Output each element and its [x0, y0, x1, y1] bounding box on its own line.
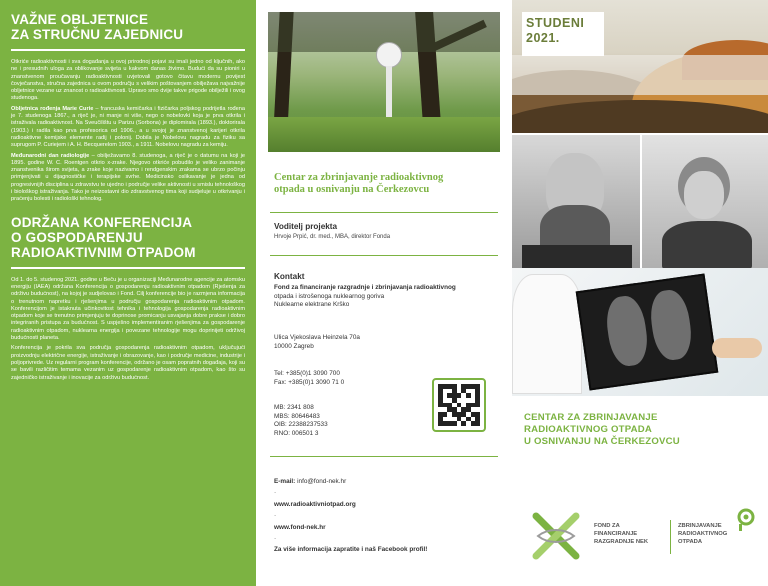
paragraph: Otkriće radioaktivnosti i sva događanja u ovoj prirodnoj pojavi su imali jedno od ključnih, ako ne i presudnih uloga za oblikovanje svijeta u kakvom danas živimo. Budući da su pioniri u znanstvenom proučavanju radioaktivnosti uvjetovali gotovo čitavu modernu povijest čovječanstva, stručna zajednica u ovom području s velikim poštovanjem obilježava najvažnije obljetnice vezane uz znanost o radioaktivnosti. Upravo smo dvije takve prigode obilježili i ovog studenoga.	[11, 59, 245, 102]
fond-line: RAZGRADNJE NEK	[594, 539, 649, 545]
left-panel	[0, 0, 256, 586]
bullet: ·	[274, 489, 277, 497]
fond-nek-logo-icon	[528, 508, 584, 564]
divider	[270, 255, 498, 256]
right-panel	[512, 0, 768, 586]
center-line: RADIOAKTIVNOG	[678, 531, 728, 537]
divider	[11, 49, 245, 51]
measuring-station-icon	[376, 42, 402, 68]
bullet: ·	[274, 512, 277, 520]
month: STUDENI	[526, 16, 585, 30]
facebook-note[interactable]: Za više informacija zapratite i naš Facebook profil!	[274, 546, 428, 554]
paragraph: Konferencija je pokrila sva područja gospodarenja radioaktivnim otpadom, uključujući proizvodnju električne energije, istraživanje i obrazovanje, kao i područje medicine, industrije i poljoprivrede. Uz regularni program konferencije, održano je osam popratnih događaja, koji su se bavili različitim temama vezanim uz gospodarenje radioaktivnim otpadom, kao što su zajedničko istraživanje i inovacije za održivu budućnost.	[11, 345, 245, 381]
mbs-number: MBS: 80646483	[274, 412, 320, 420]
xray-photo	[512, 268, 768, 396]
divider	[270, 212, 498, 213]
paragraph-text: – obilježavamo 8. studenoga, a riječ je o datumu na koji je 1895. godine W. C. Roentgen otkrio x-zrake. Njegovo otkriće pobudilo je veliko zanimanje znanstvenika širom svijeta, a zrake koje nazivamo i rendgenskim zrakama se ubrzo počinju primjenjivati u dijagnostičke i terapijske svrhe. Medicinsko oslikavanje je jedna od progresivnijih disciplina u zdravstvu te ujedno i područje velike aktivnosti u smislu tehnološkog i biološkog istraživanja. Tako je neizostavni dio zdravstvenog tima koji sudjeluje u otkrivanju i praćenju bolesti i radiološki tehnolog.	[11, 152, 245, 203]
fond-line: FINANCIRANJE	[594, 531, 638, 537]
logos	[528, 508, 758, 572]
bold-lead: Međunarodni dan radiologije	[11, 152, 90, 159]
marie-curie-portrait	[642, 135, 768, 268]
registry-numbers	[274, 404, 328, 438]
divider	[270, 456, 498, 457]
paragraph-radiology	[11, 153, 245, 204]
title-line: otpada u osnivanju na Čerkezovcu	[274, 184, 430, 195]
mb-number: MB: 2341 808	[274, 404, 314, 411]
center-name	[678, 522, 727, 546]
fund-line: Fond za financiranje razgradnje i zbrinjavanja radioaktivnog	[274, 284, 456, 291]
tree-meadow-photo	[268, 12, 500, 152]
heading-line: RADIOAKTIVNIM OTPADOM	[11, 244, 196, 260]
center-line: OTPADA	[678, 539, 703, 545]
address-line: Ulica Vjekoslava Heinzela 70a	[274, 334, 360, 341]
title-line: CENTAR ZA ZBRINJAVANJE	[524, 412, 658, 423]
title-line: U OSNIVANJU NA ČERKEZOVCU	[524, 436, 680, 447]
fond-name	[594, 522, 648, 546]
project-lead-heading: Voditelj projekta	[274, 222, 338, 231]
address-line: 10000 Zagreb	[274, 342, 314, 350]
bold-lead: Obljetnica rođenja Marie Curie	[11, 105, 94, 112]
anniversaries-body	[11, 59, 245, 204]
email-link[interactable]: E-mail: info@fond-nek.hr	[274, 478, 347, 485]
oib-number: OIB: 22388237533	[274, 421, 328, 429]
divider	[670, 520, 671, 554]
title-line: Centar za zbrinjavanje radioaktivnog	[274, 172, 444, 183]
fund-name	[274, 284, 456, 310]
qr-code-icon[interactable]	[432, 378, 486, 432]
fond-line: FOND ZA	[594, 523, 620, 529]
paragraph-text: – francuska kemičarka i fizičarka poljskog podrijetla rođena je 7. studenoga 1867., a riječ je, ni manje ni više, nego o nobelovki koja je prva otkrila i istraživala radioaktivnost. Na Sveučilištu u Parizu (Sorbona) je diplomirala (1893.), doktorirala (1903.) i radila kao prva profesorica od 1906., a u svojoj je znanstvenoj karijeri otkrila radioaktivne kemijske elemente radij i polonij. Dobila je Nobelovu nagradu za fiziku sa suprugom P. Curiejem i A. H. Becquerelom 1903., a 1911. Nobelovu nagradu za kemiju.	[11, 105, 245, 149]
year: 2021.	[526, 31, 560, 45]
divider	[11, 267, 245, 269]
title-line: RADIOAKTIVNOG OTPADA	[524, 424, 653, 435]
project-lead-name: Hrvoje Prpić, dr. med., MBA, direktor Fonda	[274, 234, 391, 240]
phone-fax	[274, 370, 344, 387]
website-link[interactable]: www.fond-nek.hr	[274, 523, 326, 531]
contact-heading: Kontakt	[274, 272, 305, 281]
middle-panel	[256, 0, 512, 586]
roentgen-portrait	[512, 135, 640, 268]
center-title-caps	[524, 412, 760, 448]
location-pin-icon	[736, 508, 756, 532]
paragraph-curie	[11, 106, 245, 150]
fund-line: Nuklearne elektrane Krško	[274, 301, 350, 309]
conference-body	[11, 277, 245, 382]
conference-heading	[11, 215, 245, 260]
heading-line: ODRŽANA KONFERENCIJA	[11, 214, 193, 230]
center-title	[274, 172, 499, 196]
website-link[interactable]: www.radioaktivniotpad.org	[274, 500, 356, 508]
rno-number: RNO: 006501 3	[274, 429, 319, 437]
fax: Fax: +385(0)1 3090 71 0	[274, 378, 345, 386]
address	[274, 334, 360, 351]
phone: Tel: +385(0)1 3090 700	[274, 370, 340, 377]
paragraph: Od 1. do 5. studenog 2021. godine u Beču je u organizaciji Međunarodne agencije za atomsku energiju (IAEA) održana Konferencija o gospodarenju radioaktivnim otpadom (Rješenja za održivu budućnost), na kojoj je sudjelovao i Fond. Cilj konferencije bio je razmjena informacija o trenutnom napretku i rješenjima u području gospodarenja radioaktivnim otpadom. Konferencijom je istaknuta učinkovitost tehnika i tehnologija gospodarenja radioaktivnim otpadom koje se trenutno primjenjuju te doprinose promicanju usvajanja dobre prakse i dobro integriranih pristupa za budućnost. S uspješno implementiranim rješenjima za gospodarenje radioaktivnim otpadom, nuklearna energija i povezane tehnologije mogu doprinijeti održivoj budućnosti planeta.	[11, 276, 245, 342]
heading-line: ZA STRUČNU ZAJEDNICU	[11, 27, 184, 42]
online-links	[274, 476, 427, 556]
fund-line: otpada i istrošenoga nuklearnog goriva	[274, 292, 385, 300]
issue-date	[526, 16, 584, 46]
heading-line: VAŽNE OBLJETNICE	[11, 12, 149, 27]
anniversaries-heading	[11, 12, 245, 42]
center-line: ZBRINJAVANJE	[678, 523, 722, 529]
bullet: ·	[274, 535, 277, 543]
heading-line: O GOSPODARENJU	[11, 229, 143, 245]
